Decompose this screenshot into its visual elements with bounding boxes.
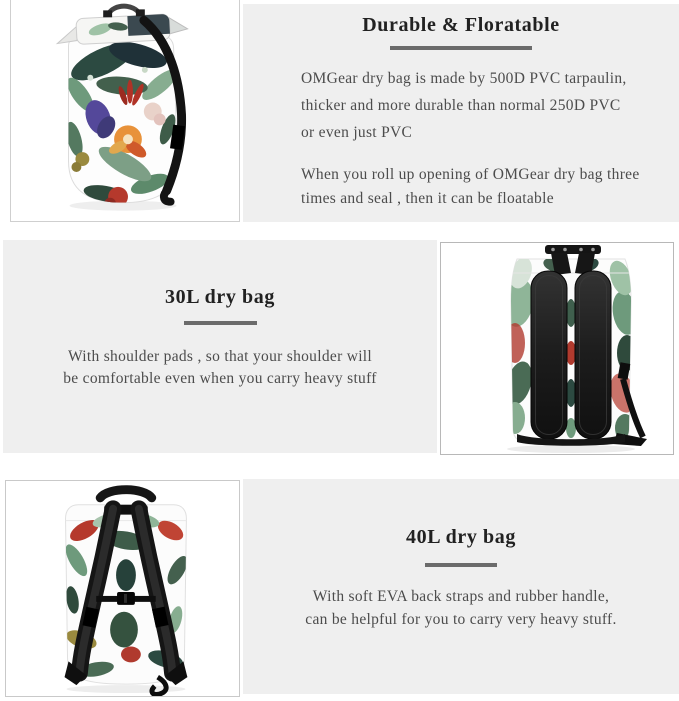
section-heading: 40L dry bag [406, 526, 516, 548]
paragraph [301, 163, 679, 211]
section-heading: 30L dry bag [165, 286, 275, 308]
rubber-handle [100, 490, 152, 498]
paragraph [301, 65, 679, 146]
paragraph [243, 585, 679, 631]
dry-bag-eva-back-straps-photo [5, 480, 240, 697]
paragraph-line: can be helpful for you to carry very heavy stuff. [305, 611, 617, 628]
paragraph-line: When you roll up opening of OMGear dry bag three [301, 166, 640, 183]
shoulder-pad-right [575, 271, 611, 439]
dry-bag-back-straps-illustration [6, 481, 239, 696]
heading-divider [184, 321, 257, 325]
paragraph-line: thicker and more durable than normal 250D PVC [301, 97, 621, 114]
paragraph-line: With soft EVA back straps and rubber handle, [312, 588, 610, 605]
carry-handle [103, 6, 145, 17]
heading-divider [425, 563, 497, 567]
paragraph-line: times and seal , then it can be floatable [301, 190, 554, 207]
paragraph-line: With shoulder pads , so that your shoulder will [67, 348, 373, 365]
section-durable-floatable [243, 4, 679, 222]
paragraph-line: or even just PVC [301, 124, 413, 141]
shoulder-pad-left [531, 271, 567, 439]
dry-bag-front-illustration [11, 0, 239, 221]
section-40l-dry-bag [243, 479, 679, 694]
heading-divider [390, 46, 532, 50]
section-heading: Durable & Floratable [362, 14, 560, 36]
paragraph [3, 346, 437, 390]
dry-bag-shoulder-pads-illustration [441, 243, 673, 454]
dry-bag-back-shoulder-pads-photo [440, 242, 674, 455]
paragraph-line: be comfortable even when you carry heavy stuff [63, 370, 377, 387]
paragraph-line: OMGear dry bag is made by 500D PVC tarpaulin, [301, 70, 627, 87]
floral-dry-bag-front-photo [10, 0, 240, 222]
section-30l-dry-bag [3, 240, 437, 453]
